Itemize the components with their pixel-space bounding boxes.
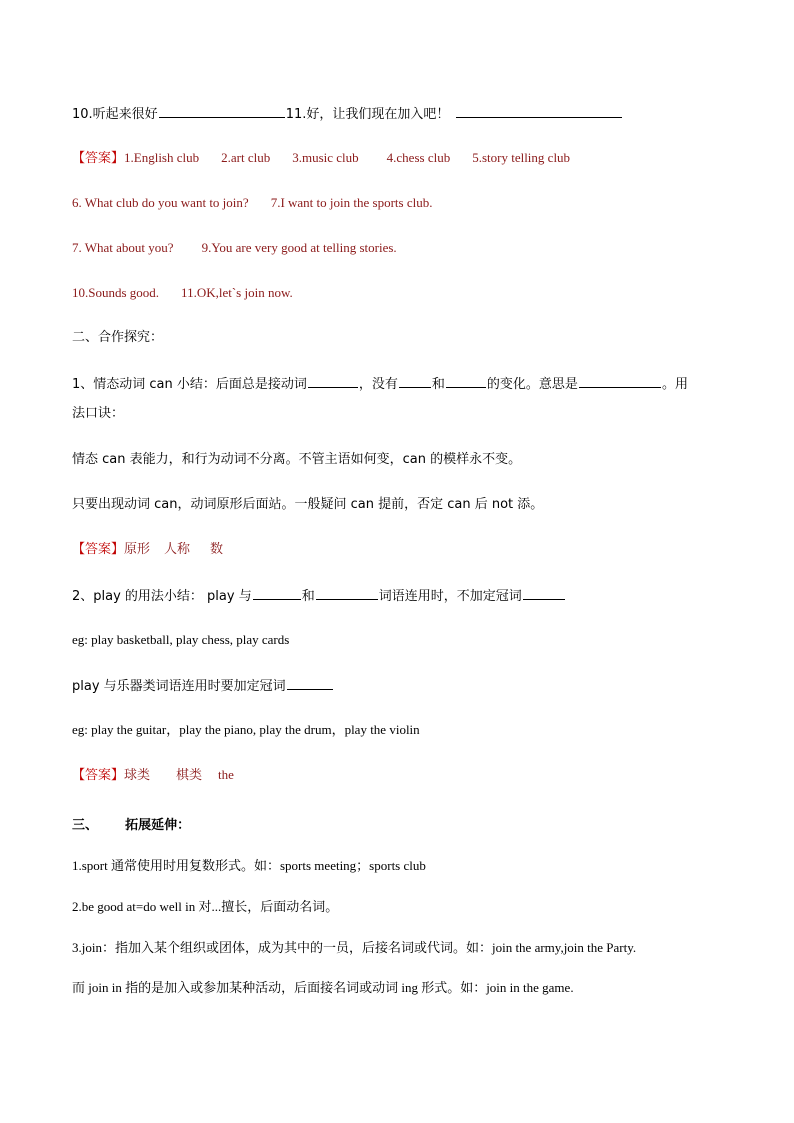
- answer-blank: [287, 676, 333, 690]
- answer-blank: [456, 104, 622, 118]
- answer-2: 2.art club: [221, 150, 271, 165]
- play-instrument-line: [72, 676, 734, 696]
- answers-play-line: [72, 766, 734, 785]
- answer-3: 3.music club: [292, 150, 359, 165]
- can-summary-line: [72, 374, 734, 394]
- play-summary-text-b: 和: [301, 589, 315, 604]
- answer-blank: [316, 586, 378, 600]
- answer-tag: 【答案】: [72, 151, 125, 166]
- can-summary-text-b: ，没有: [358, 377, 398, 392]
- answer-8: 7. What about you?: [72, 240, 174, 255]
- extension-line-1: 1.sport 通常使用时用复数形式。如：sports meeting；sports club: [72, 858, 426, 873]
- answer-blank: [579, 374, 661, 388]
- answer-9: 9.You are very good at telling stories.: [201, 240, 397, 255]
- section-3-title: 三、 拓展延伸：: [72, 818, 191, 833]
- play-summary-text-c: 词语连用时，不加定冠词: [378, 589, 522, 604]
- answer-play-1: 球类: [124, 768, 151, 783]
- answer-blank: [159, 104, 285, 118]
- extension-line-3: 3.join：指加入某个组织或团体，成为其中的一员，后接名词或代词。如：join the army,join the Party.: [72, 940, 637, 955]
- can-summary-text-d: 的变化。意思是: [486, 377, 578, 392]
- play-summary-line: [72, 586, 734, 606]
- answers-line-4: [72, 284, 734, 302]
- answer-blank: [399, 374, 431, 388]
- play-instrument-text: play 与乐器类词语连用时要加定冠词: [72, 679, 286, 694]
- can-summary-text-a: 1、情态动词 can 小结：后面总是接动词: [72, 377, 307, 392]
- can-summary-text-c: 和: [431, 377, 445, 392]
- answer-tag: 【答案】: [72, 542, 125, 557]
- answer-blank: [523, 586, 565, 600]
- can-summary-continue: 法口诀：: [72, 406, 125, 421]
- answer-10: 10.Sounds good.: [72, 285, 160, 300]
- play-example-2: eg: play the guitar，play the piano, play the drum，play the violin: [72, 722, 420, 737]
- question-10-label: 10.听起来很好: [72, 107, 158, 122]
- answer-blank: [446, 374, 486, 388]
- answer-tag: 【答案】: [72, 768, 125, 783]
- answer-4: 4.chess club: [386, 150, 451, 165]
- question-11-label: 11.好，让我们现在加入吧！: [285, 107, 450, 122]
- answer-can-1: 原形: [124, 542, 151, 557]
- answers-can-line: [72, 541, 734, 559]
- extension-line-2: 2.be good at=do well in 对...擅长，后面动名词。: [72, 899, 339, 914]
- can-summary-text-e: 。用: [661, 377, 688, 392]
- answer-play-3: the: [218, 767, 234, 782]
- answer-can-2: 人称: [164, 542, 191, 557]
- answers-line-3: [72, 239, 734, 257]
- play-example-1: eg: play basketball, play chess, play cards: [72, 632, 290, 647]
- answer-1: 1.English club: [124, 150, 200, 165]
- answer-blank: [308, 374, 358, 388]
- answer-play-2: 棋类: [176, 768, 203, 783]
- answer-7: 7.I want to join the sports club.: [270, 195, 433, 210]
- answers-line-2: [72, 194, 734, 212]
- answer-blank: [253, 586, 301, 600]
- can-rhyme-1: 情态 can 表能力，和行为动词不分离。不管主语如何变，can 的模样永不变。: [72, 452, 522, 467]
- answer-6: 6. What club do you want to join?: [72, 195, 249, 210]
- answer-5: 5.story telling club: [472, 150, 571, 165]
- section-2-title: 二、合作探究：: [72, 330, 164, 345]
- question-10-11-line: [72, 104, 734, 124]
- answer-can-3: 数: [210, 542, 224, 557]
- extension-line-4: 而 join in 指的是加入或参加某种活动，后面接名词或动词 ing 形式。如：join in the game.: [72, 980, 574, 995]
- play-summary-text-a: 2、play 的用法小结： play 与: [72, 589, 252, 604]
- answers-line-1: [72, 149, 734, 168]
- answer-11: 11.OK,let`s join now.: [181, 285, 293, 300]
- can-rhyme-2: 只要出现动词 can，动词原形后面站。一般疑问 can 提前，否定 can 后 not 添。: [72, 497, 544, 512]
